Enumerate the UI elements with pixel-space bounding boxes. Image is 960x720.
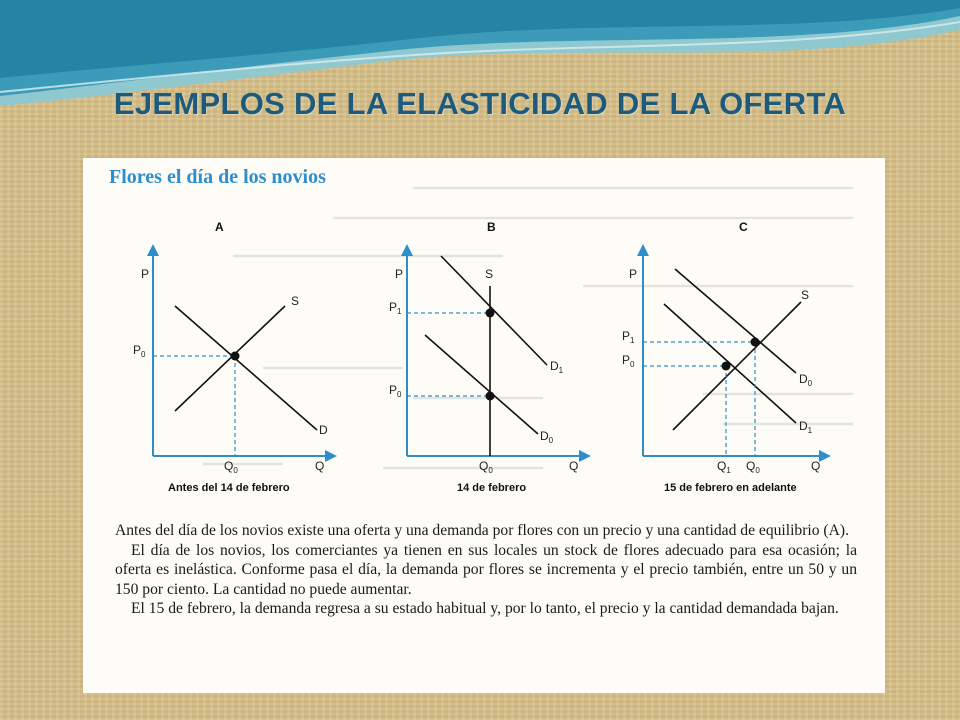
panel-b-p1-label: $P_1$ xyxy=(389,300,402,316)
panel-c-q0-label: $Q_0$ xyxy=(746,459,760,475)
explanation-text xyxy=(115,521,857,619)
book-heading: Flores el día de los novios xyxy=(109,166,326,188)
panel-b-p0-label: $P_0$ xyxy=(389,383,402,399)
panel-a-s-label: S xyxy=(291,294,300,308)
panel-b-letter: B xyxy=(487,220,496,234)
slide-title: EJEMPLOS DE LA ELASTICIDAD DE LA OFERTA xyxy=(113,86,847,121)
panel-a-equilibrium-point xyxy=(231,352,240,361)
panel-b-d1-line xyxy=(441,256,547,365)
panel-c-equilibrium-high xyxy=(751,338,760,347)
panel-c-letter: C xyxy=(739,220,748,234)
panel-c-d0-label: $D_0$ xyxy=(799,372,813,388)
paragraph-3: El 15 de febrero, la demanda regresa a su estado habitual y, por lo tanto, el precio y la cantidad demandada bajan. xyxy=(131,600,839,618)
panel-c-y-label: P xyxy=(629,267,638,281)
panel-a-caption: Antes del 14 de febrero xyxy=(168,482,290,494)
panel-a-p0-label: $P_0$ xyxy=(133,343,146,359)
panel-b-caption: 14 de febrero xyxy=(457,482,527,494)
panel-c-caption: 15 de febrero en adelante xyxy=(664,482,797,494)
panel-c-p1-label: $P_1$ xyxy=(622,329,635,345)
panel-b-equilibrium-low xyxy=(486,392,495,401)
panel-a-demand-line xyxy=(175,306,317,430)
panel-a-supply-line xyxy=(175,306,285,411)
panel-c xyxy=(622,220,825,494)
paragraph-2: El día de los novios, los comerciantes ya tienen en sus locales un stock de flores adecuado para esa ocasión; la oferta es inelástica. Conforme pasa el día, la demanda por flores se incrementa y el precio también, entre un 50 y un 150 por ciento. La cantidad no puede aumentar. xyxy=(115,541,857,598)
panel-a-q0-label: $Q_0$ xyxy=(224,459,238,475)
panel-c-d1-line xyxy=(664,304,796,423)
panel-b-q0-label: $Q_0$ xyxy=(479,459,493,475)
panel-b-d0-line xyxy=(425,335,538,434)
panel-a-letter: A xyxy=(215,220,224,234)
panel-a-d-label: D xyxy=(319,423,328,437)
panel-c-p0-label: $P_0$ xyxy=(622,353,635,369)
panel-b-x-label: Q xyxy=(569,459,579,473)
panel-b-y-label: P xyxy=(395,267,404,281)
panel-b-d1-label: $D_1$ xyxy=(550,359,564,375)
book-page-image xyxy=(83,158,885,693)
panel-c-equilibrium-low xyxy=(722,362,731,371)
panel-b-equilibrium-high xyxy=(486,309,495,318)
panel-b-s-label: S xyxy=(485,267,494,281)
panel-b xyxy=(389,220,585,494)
paragraph-1: Antes del día de los novios existe una oferta y una demanda por flores con un precio y una cantidad de equilibrio (A). xyxy=(115,522,849,539)
supply-demand-diagrams xyxy=(83,158,885,518)
panel-b-d0-label: $D_0$ xyxy=(540,429,554,445)
panel-a-y-label: P xyxy=(141,267,150,281)
panel-c-d0-line xyxy=(675,269,796,373)
panel-c-q1-label: $Q_1$ xyxy=(717,459,731,475)
panel-a xyxy=(133,220,331,494)
panel-c-d1-label: $D_1$ xyxy=(799,419,813,435)
panel-c-x-label: Q xyxy=(811,459,821,473)
panel-a-x-label: Q xyxy=(315,459,325,473)
panel-c-s-label: S xyxy=(801,288,810,302)
